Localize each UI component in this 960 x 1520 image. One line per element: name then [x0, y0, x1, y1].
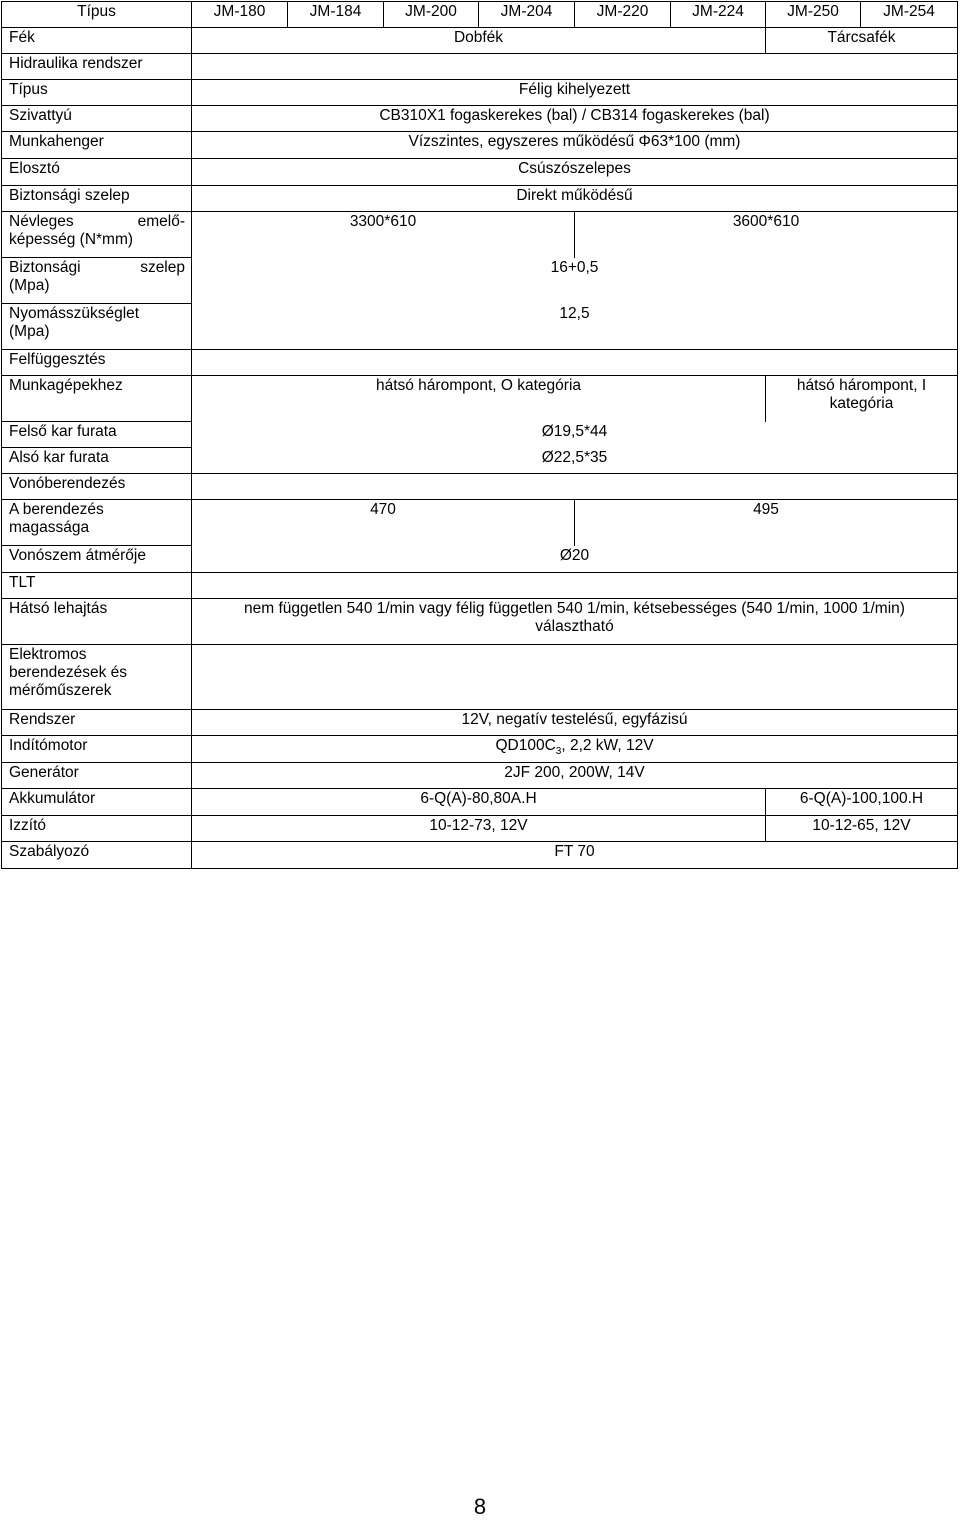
vono-section-label: Vonóberendezés — [2, 474, 192, 500]
szivattyu-row — [2, 106, 958, 132]
also-kar-label: Alsó kar furata — [2, 448, 192, 474]
biztonsagi-mpa-row — [2, 258, 958, 304]
magassag-value-a: 470 — [192, 500, 575, 546]
empty-cell — [192, 54, 958, 80]
eloszto-label: Elosztó — [2, 159, 192, 186]
model-jm-204: JM-204 — [479, 2, 575, 28]
munkahenger-row — [2, 132, 958, 159]
empty-cell — [192, 645, 958, 710]
inditomotor-value-sub: 3 — [555, 746, 562, 758]
hatso-lehajtas-value — [192, 599, 958, 645]
akku-value-b: 6-Q(A)-100,100.H — [766, 789, 958, 816]
elektromos-section-row — [2, 645, 958, 710]
hatso-value-2: választható — [535, 618, 614, 635]
rendszer-label: Rendszer — [2, 710, 192, 736]
felfuggesztes-section-label: Felfüggesztés — [2, 350, 192, 376]
elektromos-section-1: Elektromos — [9, 646, 87, 663]
szabalyozo-label: Szabályozó — [2, 842, 192, 869]
emelo-label-3: képesség (N*mm) — [9, 231, 134, 248]
munkahenger-value: Vízszintes, egyszeres működésű Φ63*100 (mm) — [192, 132, 958, 159]
izzito-value-b: 10-12-65, 12V — [766, 816, 958, 842]
emelokepesseg-label — [2, 212, 192, 258]
also-kar-value: Ø22,5*35 — [192, 448, 958, 474]
munkagep-value-b-2: kategória — [829, 395, 894, 412]
model-jm-220: JM-220 — [575, 2, 671, 28]
empty-cell — [192, 573, 958, 599]
header-row — [2, 2, 958, 28]
akkumulator-row — [2, 789, 958, 816]
emelo-value-b: 3600*610 — [575, 212, 958, 258]
inditomotor-value-post: , 2,2 kW, 12V — [561, 737, 654, 754]
felso-kar-row — [2, 422, 958, 448]
vonoszem-label: Vonószem átmérője — [2, 546, 192, 573]
also-kar-row — [2, 448, 958, 474]
emeloképesseg-row — [2, 212, 958, 258]
elektromos-section-label — [2, 645, 192, 710]
biztonsagi-szelep-row — [2, 186, 958, 212]
munkagepekhez-row — [2, 376, 958, 422]
biztonsagi-mpa-label — [2, 258, 192, 304]
rendszer-row — [2, 710, 958, 736]
inditomotor-label: Indítómotor — [2, 736, 192, 763]
izzito-value-a: 10-12-73, 12V — [192, 816, 766, 842]
tlt-section-row — [2, 573, 958, 599]
fek-label: Fék — [2, 28, 192, 54]
emelo-value-a: 3300*610 — [192, 212, 575, 258]
model-jm-250: JM-250 — [766, 2, 861, 28]
hidraulika-tipus-row — [2, 80, 958, 106]
biztonsagi-mpa-value: 16+0,5 — [192, 258, 958, 304]
inditomotor-value — [192, 736, 958, 763]
tlt-section-label: TLT — [2, 573, 192, 599]
generator-label: Generátor — [2, 763, 192, 789]
model-jm-224: JM-224 — [671, 2, 766, 28]
akku-value-a: 6-Q(A)-80,80A.H — [192, 789, 766, 816]
vonoszem-row — [2, 546, 958, 573]
magassag-label-1: A berendezés — [9, 501, 104, 518]
hidraulika-section-label: Hidraulika rendszer — [2, 54, 192, 80]
munkahenger-label: Munkahenger — [2, 132, 192, 159]
model-jm-180: JM-180 — [192, 2, 288, 28]
nyomasszukseglet-row — [2, 304, 958, 350]
model-jm-254: JM-254 — [861, 2, 958, 28]
page-number: 8 — [473, 1494, 487, 1519]
empty-cell — [192, 474, 958, 500]
generator-value: 2JF 200, 200W, 14V — [192, 763, 958, 789]
rendszer-value: 12V, negatív testelésű, egyfázisú — [192, 710, 958, 736]
szivattyu-label: Szivattyú — [2, 106, 192, 132]
bizt-mpa-label-2: szelep — [140, 259, 185, 276]
elektromos-section-2: berendezések és — [9, 664, 128, 681]
hidraulika-tipus-label: Típus — [2, 80, 192, 106]
nyomas-label-1: Nyomásszükséglet — [9, 305, 140, 322]
hidraulika-tipus-value: Félig kihelyezett — [192, 80, 958, 106]
magassag-label-2: magassága — [9, 519, 90, 536]
magassag-row — [2, 500, 958, 546]
emelo-label-2: emelő- — [137, 213, 185, 230]
magassag-label — [2, 500, 192, 546]
munkagep-value-a: hátsó hárompont, O kategória — [192, 376, 766, 422]
felso-kar-value: Ø19,5*44 — [192, 422, 958, 448]
nyomas-label-2: (Mpa) — [9, 323, 50, 340]
hatso-lehajtas-row — [2, 599, 958, 645]
generator-row — [2, 763, 958, 789]
elektromos-section-3: mérőműszerek — [9, 682, 112, 699]
akkumulator-label: Akkumulátor — [2, 789, 192, 816]
model-jm-184: JM-184 — [288, 2, 384, 28]
nyomasszukseglet-label — [2, 304, 192, 350]
inditomotor-row — [2, 736, 958, 763]
izzito-row — [2, 816, 958, 842]
inditomotor-value-pre: QD100C — [495, 737, 556, 754]
empty-cell — [192, 350, 958, 376]
eloszto-row — [2, 159, 958, 186]
spec-table — [1, 1, 958, 869]
hatso-lehajtas-label: Hátsó lehajtás — [2, 599, 192, 645]
munkagepekhez-label: Munkagépekhez — [2, 376, 192, 422]
munkagep-value-b-1: hátsó hárompont, I — [796, 377, 927, 394]
bizt-mpa-label-3: (Mpa) — [9, 277, 50, 294]
szabalyozo-value: FT 70 — [192, 842, 958, 869]
biztonsagi-szelep-label: Biztonsági szelep — [2, 186, 192, 212]
fek-row — [2, 28, 958, 54]
header-tipus: Típus — [2, 2, 192, 28]
szivattyu-value: CB310X1 fogaskerekes (bal) / CB314 fogaskerekes (bal) — [192, 106, 958, 132]
vonoszem-value: Ø20 — [192, 546, 958, 573]
model-jm-200: JM-200 — [384, 2, 479, 28]
vono-section-row — [2, 474, 958, 500]
emelo-label-1: Névleges — [9, 213, 74, 230]
magassag-value-b: 495 — [575, 500, 958, 546]
felso-kar-label: Felső kar furata — [2, 422, 192, 448]
biztonsagi-szelep-value: Direkt működésű — [192, 186, 958, 212]
munkagep-value-b — [766, 376, 958, 422]
bizt-mpa-label-1: Biztonsági — [9, 259, 81, 276]
fek-dobfek: Dobfék — [192, 28, 766, 54]
szabalyozo-row — [2, 842, 958, 869]
hidraulika-section-row — [2, 54, 958, 80]
izzito-label: Izzító — [2, 816, 192, 842]
hatso-value-1: nem független 540 1/min vagy félig független 540 1/min, kétsebességes (540 1/min, 1000 1/min) — [244, 600, 905, 617]
nyomasszukseglet-value: 12,5 — [192, 304, 958, 350]
felfuggesztes-section-row — [2, 350, 958, 376]
fek-tarcsafek: Tárcsafék — [766, 28, 958, 54]
eloszto-value: Csúszószelepes — [192, 159, 958, 186]
